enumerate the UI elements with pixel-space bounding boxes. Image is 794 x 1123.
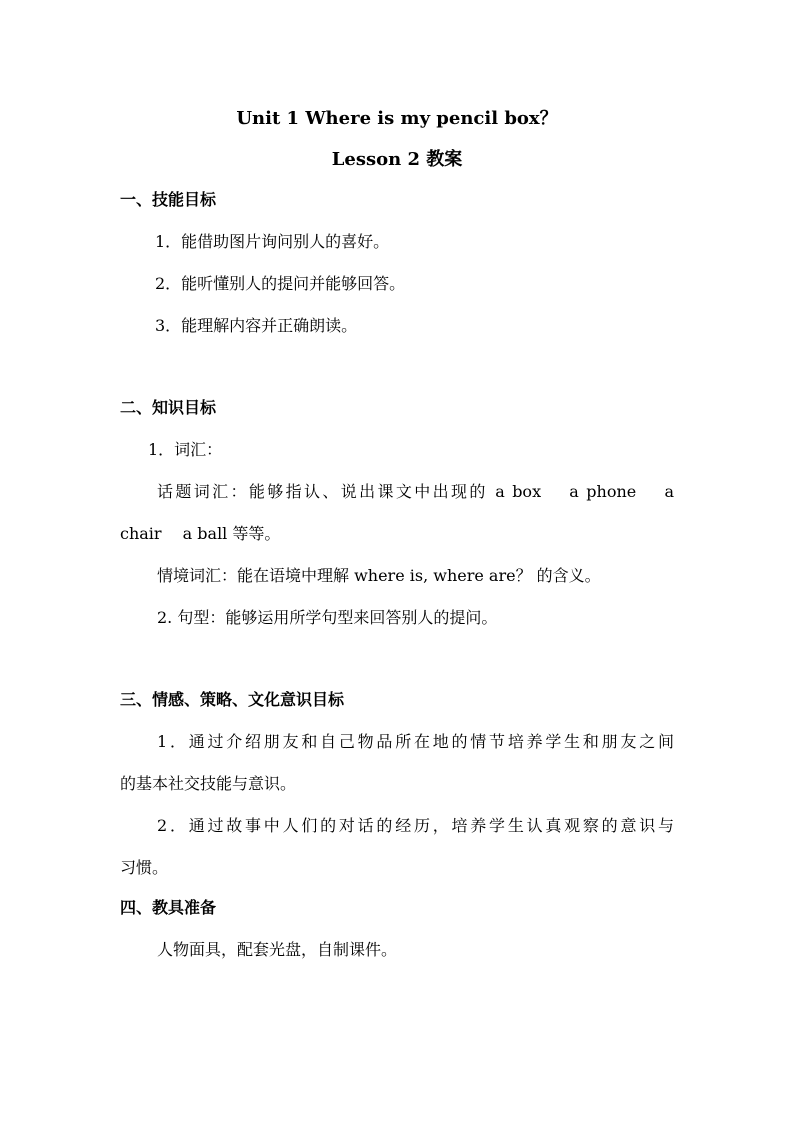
affective-item-2-line-2: 习惯。	[120, 858, 169, 877]
skill-item-2: 2．能听懂别人的提问并能够回答。	[155, 274, 406, 293]
section-heading-affective: 三、情感、策略、文化意识目标	[120, 690, 345, 709]
document-subtitle: Lesson 2 教案	[331, 149, 463, 170]
topic-vocab-line-1: 话题词汇：能够指认、说出课文中出现的 a box a phone a	[157, 482, 674, 501]
vocab-label: 1．词汇：	[148, 440, 223, 459]
section-heading-skills: 一、技能目标	[120, 190, 217, 209]
materials-content: 人物面具，配套光盘，自制课件。	[157, 940, 398, 959]
affective-item-2-line-1: 2．通过故事中人们的对话的经历，培养学生认真观察的意识与	[157, 816, 674, 835]
section-heading-knowledge: 二、知识目标	[120, 398, 217, 417]
skill-item-1: 1．能借助图片询问别人的喜好。	[155, 232, 390, 251]
skill-item-3: 3．能理解内容并正确朗读。	[155, 316, 358, 335]
document-title: Unit 1 Where is my pencil box？	[236, 108, 558, 129]
section-heading-materials: 四、教具准备	[120, 898, 217, 917]
context-vocab-line: 情境词汇：能在语境中理解 where is, where are？ 的含义。	[157, 566, 601, 585]
affective-item-1-line-1: 1．通过介绍朋友和自己物品所在地的情节培养学生和朋友之间	[157, 732, 674, 751]
sentence-pattern-line: 2. 句型：能够运用所学句型来回答别人的提问。	[157, 608, 498, 627]
topic-vocab-line-2: chair a ball 等等。	[120, 524, 281, 543]
affective-item-1-line-2: 的基本社交技能与意识。	[120, 774, 297, 793]
